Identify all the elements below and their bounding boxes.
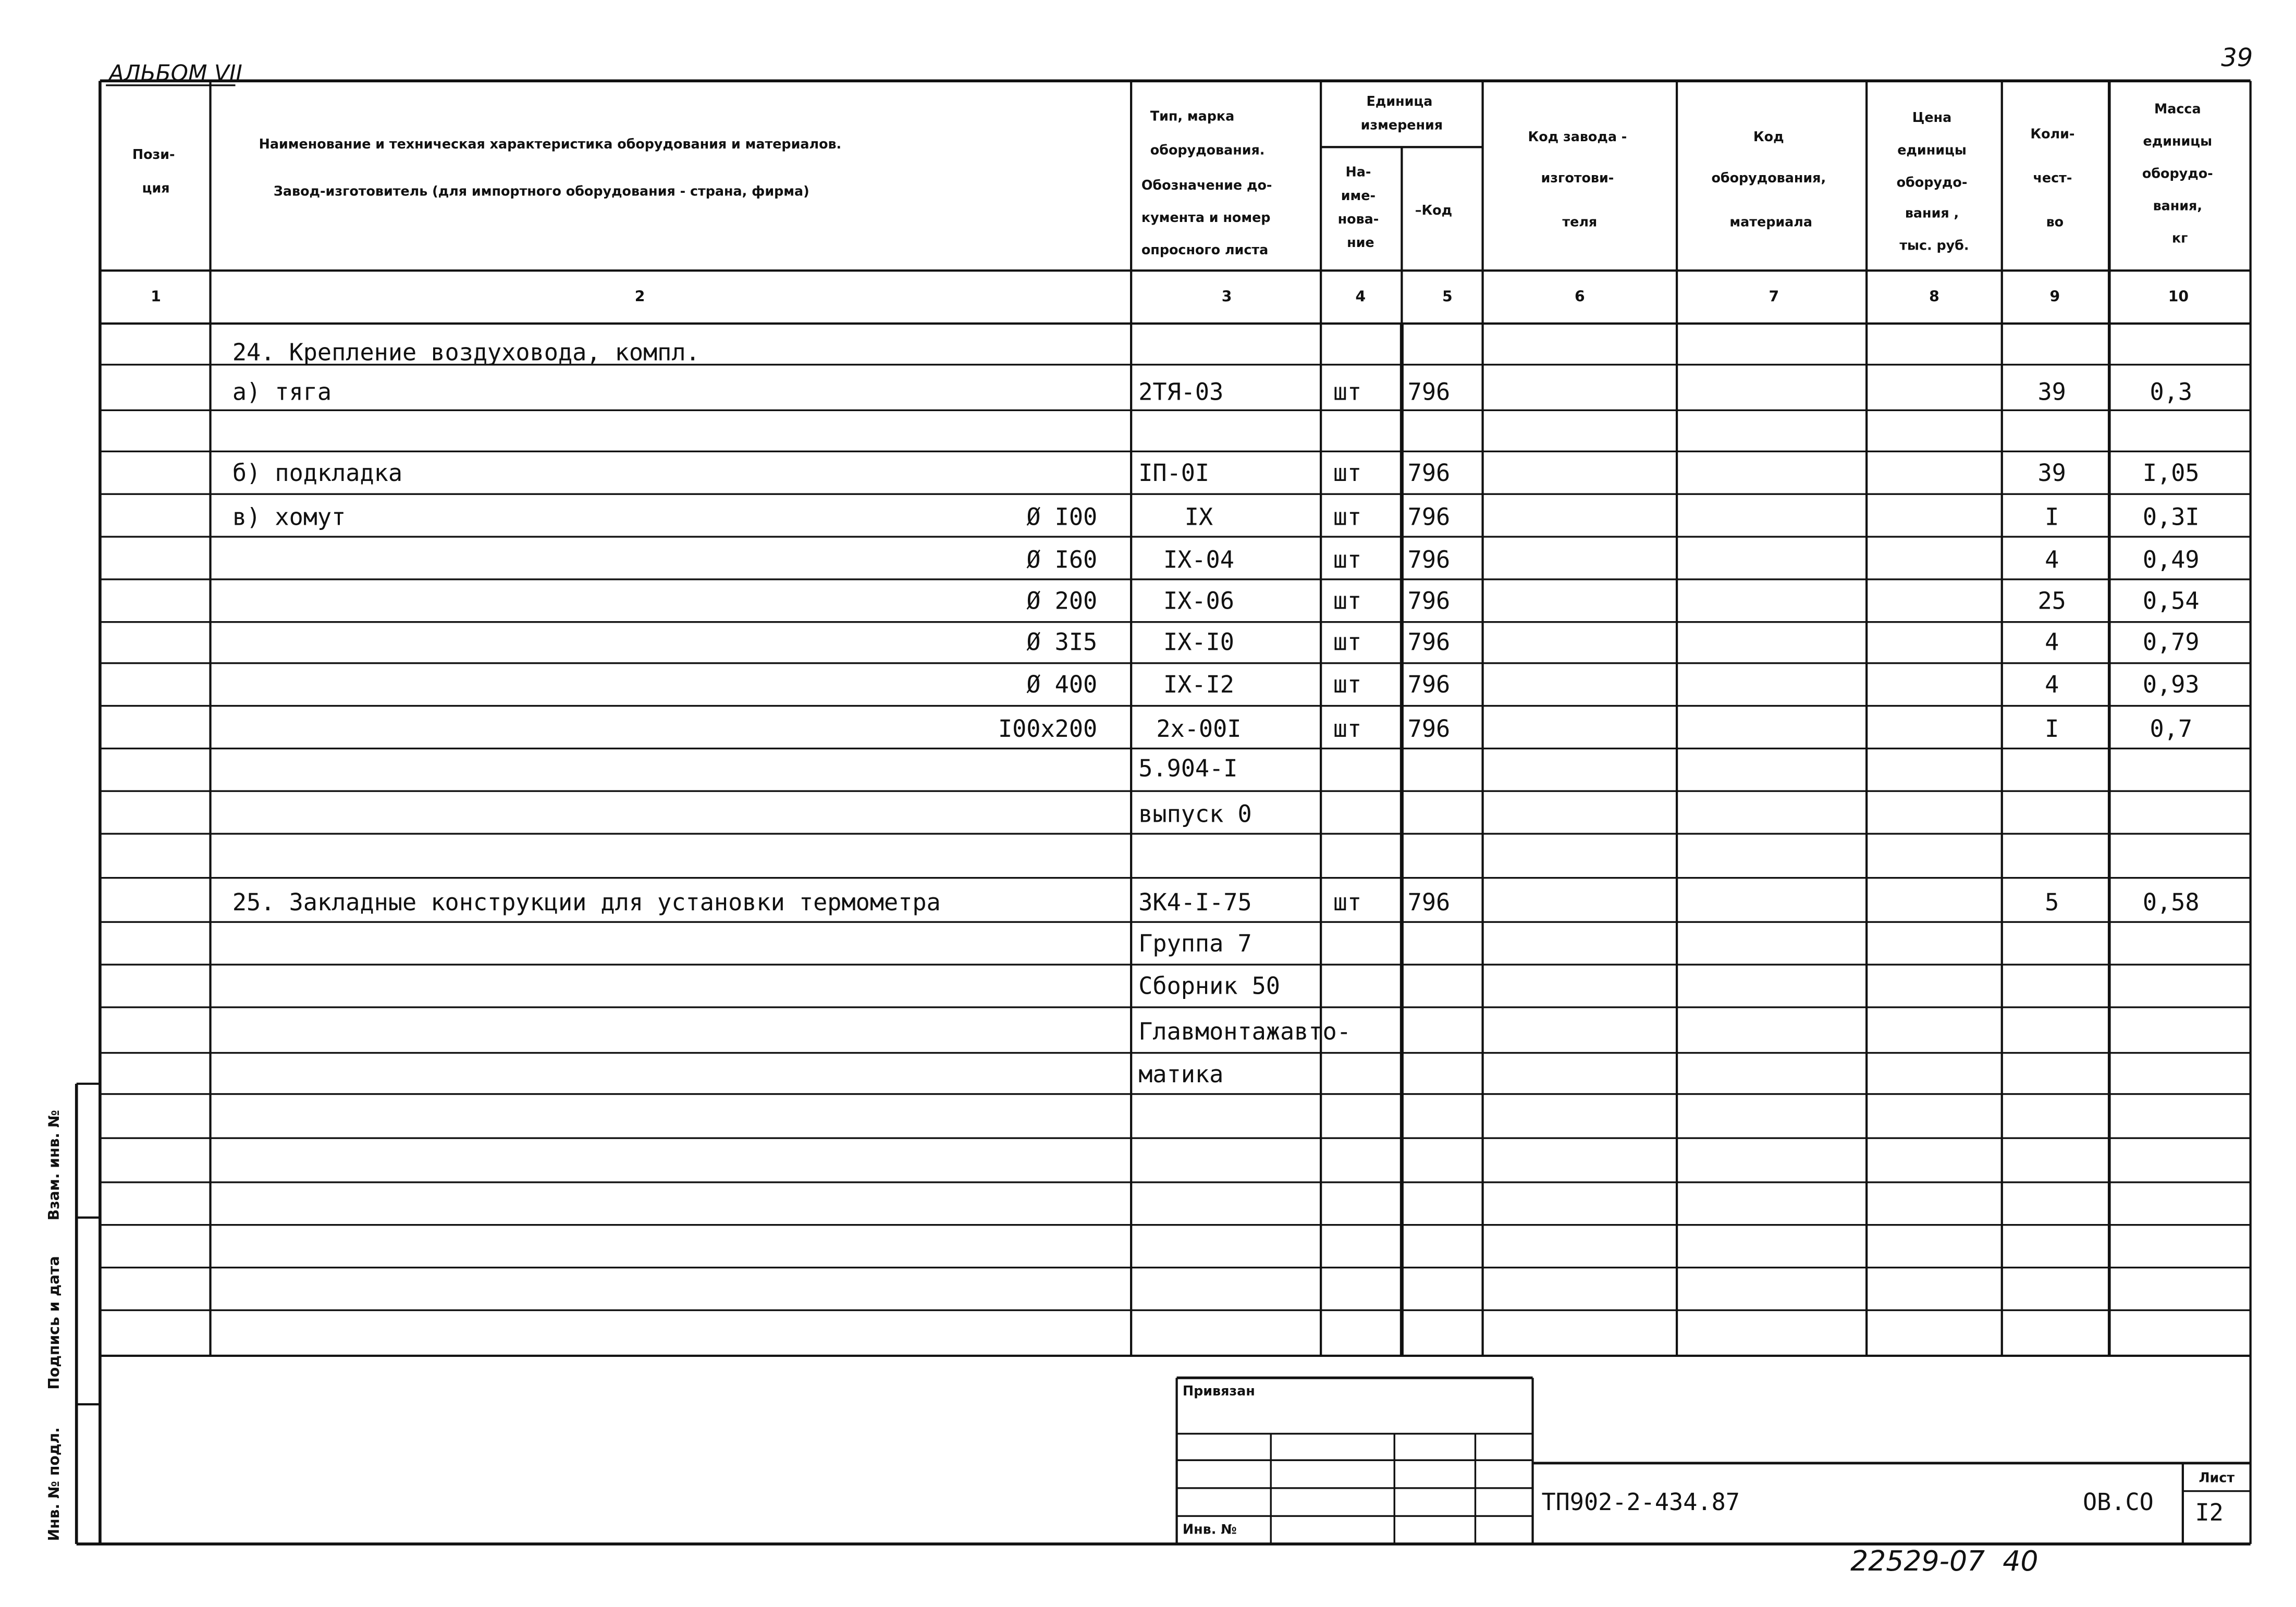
row-type: выпуск 0 [1138,800,1252,828]
row-type: 2ТЯ-03 [1138,378,1224,406]
row-type: IП-0I [1138,459,1210,487]
row-quantity: 4 [2045,671,2059,699]
header-unit-name: На- име- нова- ние [1337,164,1379,251]
title-block-grid [1177,1378,2251,1544]
row-diameter: Ø 3I5 [1026,628,1098,656]
side-label-signature: Подпись и дата [45,1256,63,1390]
header-quantity: Коли- чест- во [2030,126,2075,230]
table-row [1138,930,1251,957]
sheet-number: I2 [2195,1498,2224,1526]
row-mass: I,05 [2142,459,2200,487]
header-price: Цена единицы оборудо- вания , тыс. руб. [1896,109,1969,253]
row-quantity: 39 [2037,378,2066,406]
stamp-attached-label: Привязан [1182,1383,1255,1399]
row-quantity: I [2045,714,2059,743]
header-equipment-code: Код оборудования, материала [1711,128,1826,230]
row-type: IХ-04 [1163,546,1234,574]
table-row [232,338,700,366]
svg-text:8: 8 [1929,288,1939,305]
row-unit-code: 796 [1407,671,1451,699]
row-type: IХ-I0 [1163,628,1234,656]
sheet-label: Лист [2199,1469,2235,1486]
row-type: IХ-I2 [1163,671,1234,699]
header-unit-group: Единица измерения [1360,93,1443,133]
page-number: 39 [2221,43,2253,72]
row-unit: шт [1333,671,1362,699]
table-row [1026,628,2199,656]
row-mass: 0,54 [2142,587,2200,615]
column-numbers [151,288,2189,305]
row-diameter: I00х200 [998,714,1098,743]
table-row [1138,755,1237,782]
row-type: матика [1138,1060,1224,1088]
table-row [232,459,2200,487]
album-label: АЛЬБОМ VII [108,60,242,86]
table-row [1026,546,2199,573]
row-unit: шт [1333,888,1362,916]
row-unit: шт [1333,378,1362,406]
svg-text:1: 1 [151,288,161,305]
header-position: Пози- ция [132,146,175,196]
row-mass: 0,3 [2150,378,2193,406]
row-name: 25. Закладные конструкции для установки термометра [232,888,941,916]
table-row [232,888,2200,916]
header-unit-code: –Код [1415,202,1453,218]
row-quantity: 25 [2037,587,2066,615]
row-quantity: 39 [2037,459,2066,487]
header-name: Наименование и техническая характеристика оборудования и материалов. Завод-изготовитель (для импортного оборудования - страна, фирма) [259,136,842,199]
row-diameter: Ø I00 [1026,503,1098,531]
table-row [1138,972,1280,1000]
row-type: IХ-06 [1163,587,1234,615]
document-code: ТП902-2-434.87 [1541,1488,1740,1516]
row-name: в) хомут [232,503,346,531]
row-unit-code: 796 [1407,714,1451,743]
row-unit: шт [1333,587,1362,615]
row-type: Сборник 50 [1138,972,1281,1000]
section-code: ОВ.СО [2082,1488,2154,1516]
svg-text:9: 9 [2049,288,2060,305]
row-unit: шт [1333,714,1362,743]
table-row [998,715,2192,743]
svg-text:2: 2 [634,288,645,305]
row-type: 2х-00I [1156,714,1242,743]
row-unit-code: 796 [1407,628,1451,656]
row-unit-code: 796 [1407,503,1451,531]
row-name: б) подкладка [232,459,403,487]
row-type: ЗК4-I-75 [1138,888,1252,916]
table-row [232,378,2192,406]
row-unit-code: 796 [1407,888,1451,916]
side-label-replacement: Взам. инв. № [45,1110,63,1221]
table-row [1138,800,1251,827]
row-quantity: I [2045,503,2059,531]
row-diameter: Ø I60 [1026,546,1098,574]
row-lines [100,365,2251,1311]
header-mass: Масса единицы оборудо- вания, кг [2142,101,2213,246]
row-unit-code: 796 [1407,546,1451,574]
row-unit-code: 796 [1407,378,1451,406]
row-quantity: 4 [2045,628,2059,656]
header-factory-code: Код завода - изготови- теля [1528,128,1627,230]
row-mass: 0,3I [2142,503,2200,531]
table-row [1026,671,2199,698]
row-quantity: 5 [2045,888,2059,916]
side-label-inventory: Инв. № подл. [45,1427,63,1541]
row-unit: шт [1333,459,1362,487]
row-type: Главмонтажавто- [1138,1018,1351,1046]
table-row [1026,587,2199,614]
row-quantity: 4 [2045,546,2059,574]
table-row [232,503,2200,530]
stamp-inventory-label: Инв. № [1182,1521,1237,1537]
row-unit: шт [1333,503,1362,531]
archive-number: 22529-07 40 [1850,1544,2039,1577]
row-unit-code: 796 [1407,459,1451,487]
svg-text:4: 4 [1355,288,1366,305]
svg-text:7: 7 [1769,288,1779,305]
svg-text:10: 10 [2168,288,2189,305]
row-mass: 0,93 [2142,671,2200,699]
row-unit: шт [1333,546,1362,574]
row-diameter: Ø 200 [1026,587,1098,615]
svg-text:5: 5 [1442,288,1453,305]
row-type: 5.904-I [1138,755,1238,783]
header-type: Тип, марка оборудования. Обозначение до- кумента и номер опросного листа [1141,108,1272,258]
row-mass: 0,58 [2142,888,2200,916]
svg-text:6: 6 [1575,288,1585,305]
svg-text:3: 3 [1221,288,1232,305]
row-name: 24. Крепление воздуховода, компл. [232,338,700,366]
side-stamp [45,1110,63,1541]
table-header [132,93,2218,257]
row-type: Группа 7 [1138,929,1252,957]
table-row [1138,1060,1223,1088]
row-name: а) тяга [232,378,332,406]
row-mass: 0,7 [2150,714,2193,743]
row-type: IХ [1184,503,1213,531]
row-mass: 0,49 [2142,546,2200,574]
row-unit-code: 796 [1407,587,1451,615]
row-mass: 0,79 [2142,628,2200,656]
row-unit: шт [1333,628,1362,656]
table-row [1138,1018,1351,1045]
row-diameter: Ø 400 [1026,671,1098,699]
